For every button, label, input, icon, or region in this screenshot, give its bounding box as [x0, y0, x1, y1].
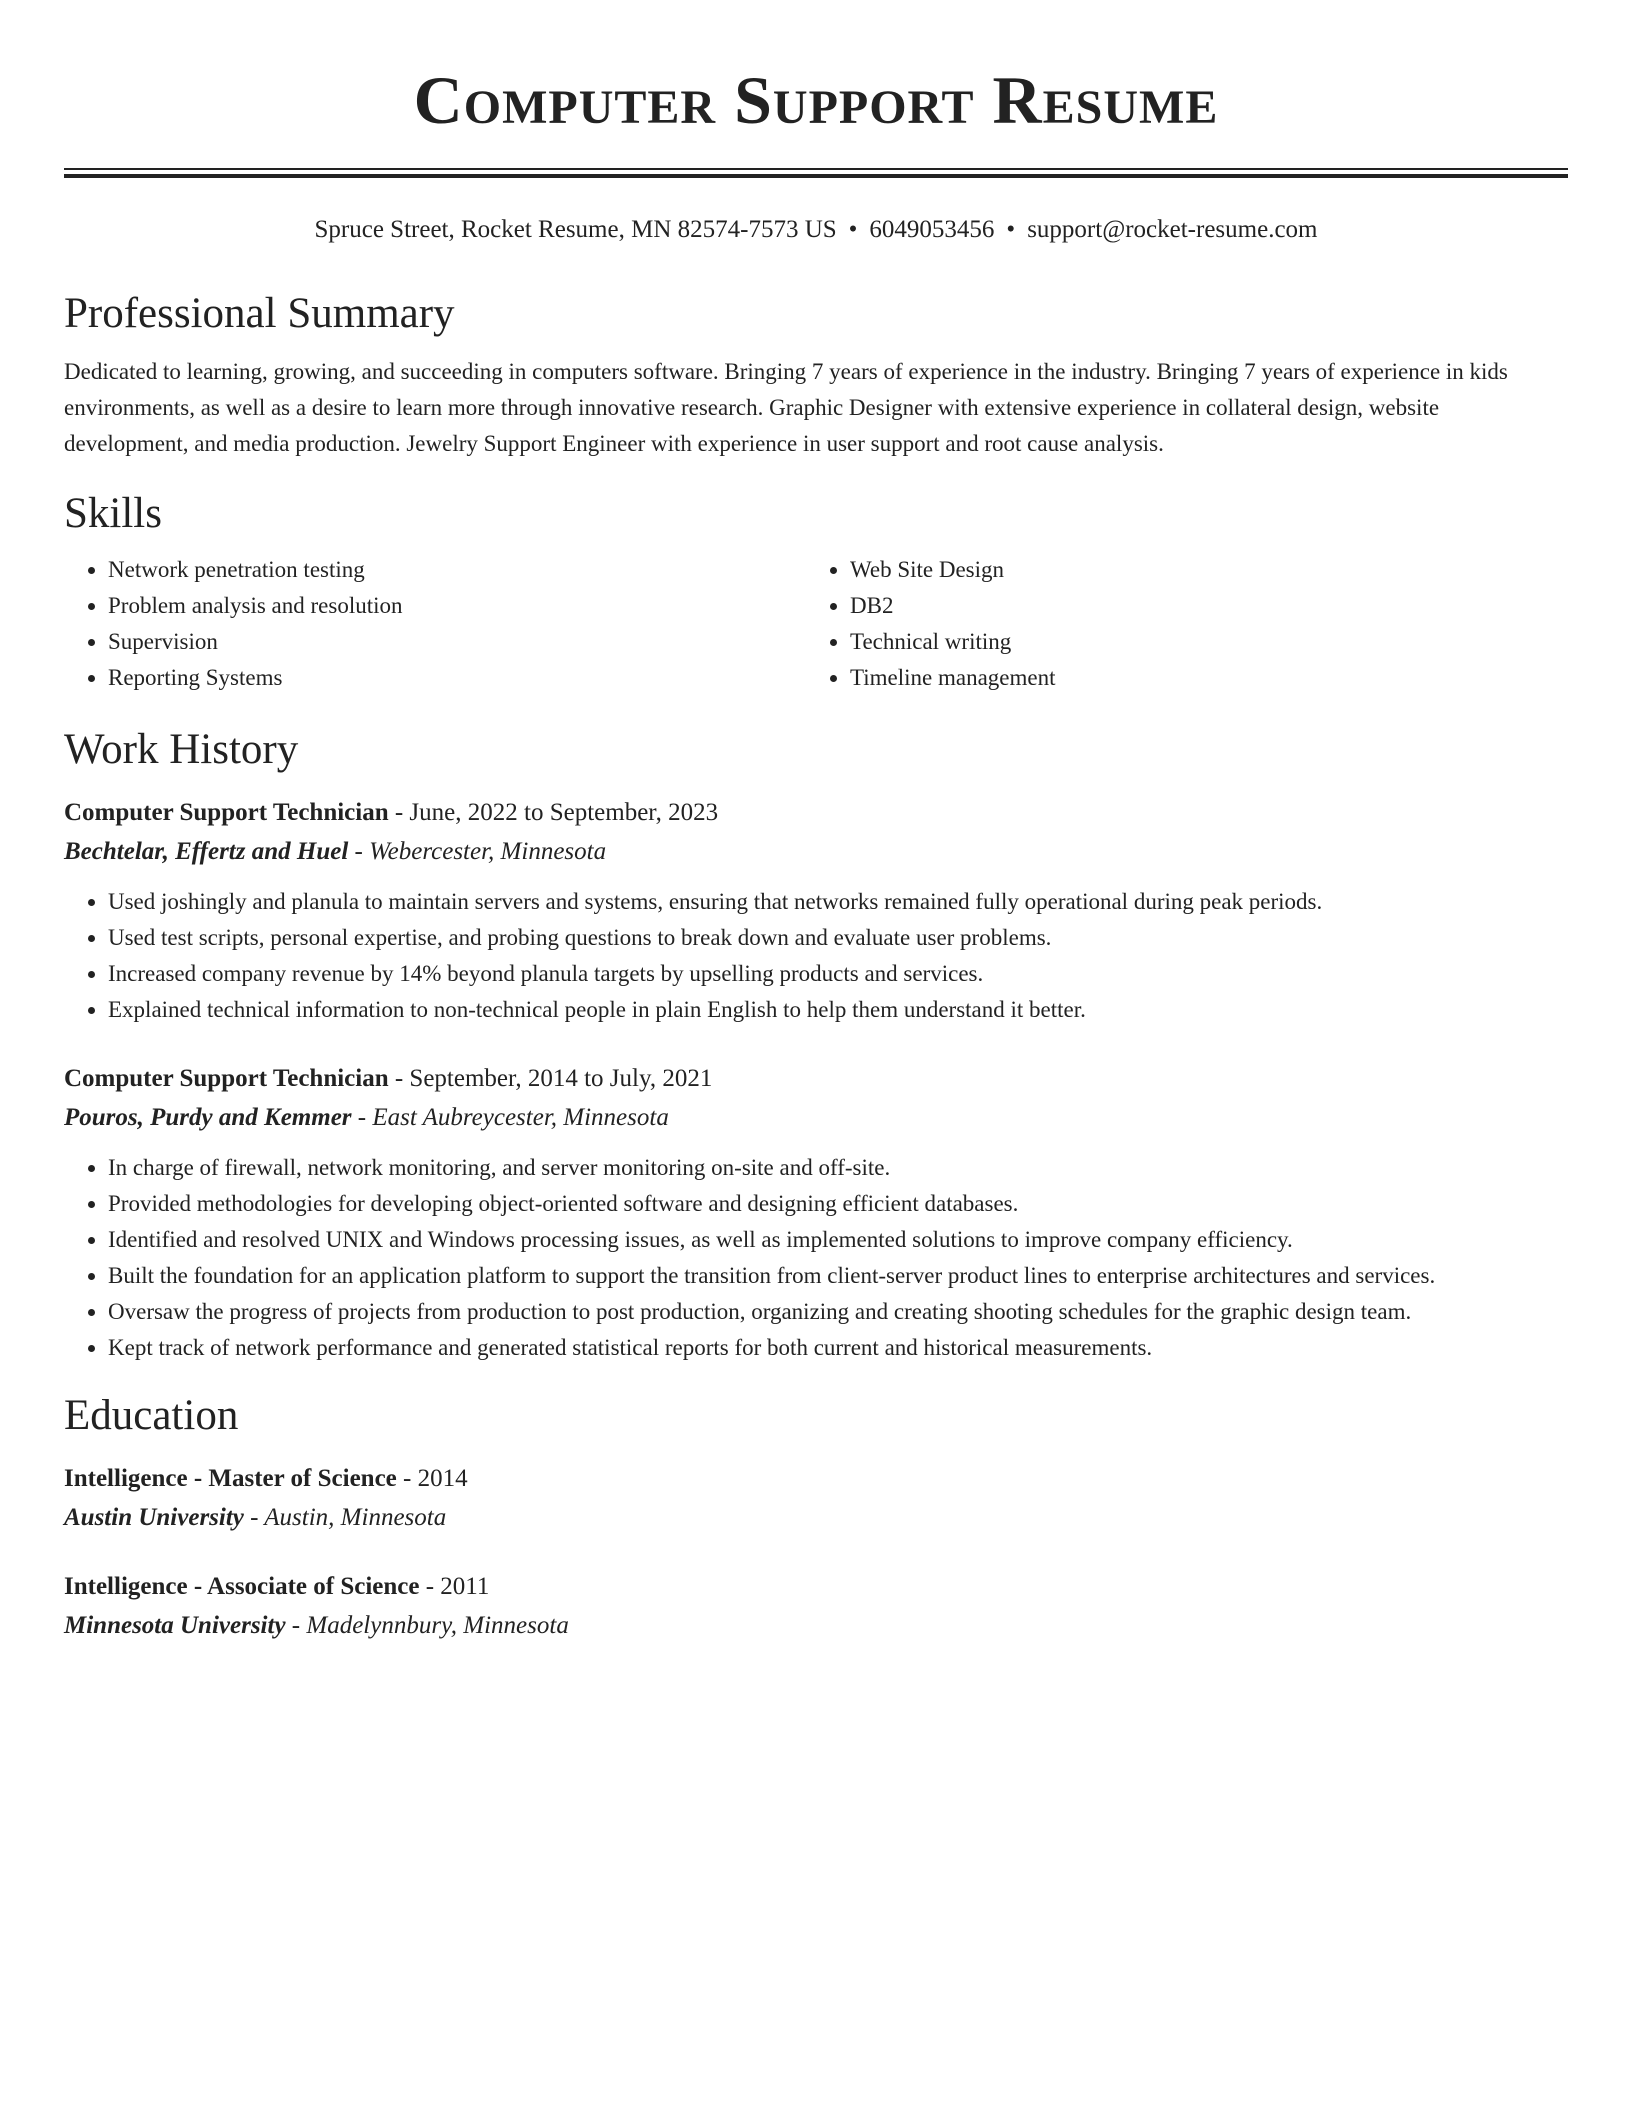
skills-column-left [64, 552, 806, 696]
job-bullet: • In charge of firewall, network monitoring, and server monitoring on-site and off-site. [108, 1150, 1568, 1186]
skills-heading: Skills [64, 490, 162, 537]
skill-item: • DB2 [850, 588, 1548, 624]
job-bullets [64, 1150, 1568, 1366]
title-divider [64, 168, 1568, 178]
company-name: Pouros, Purdy and Kemmer [64, 1104, 352, 1131]
resume-page [64, 0, 1568, 1646]
education-entry [64, 1568, 1568, 1646]
skills-section [64, 488, 1568, 696]
degree-name: Intelligence - Associate of Science [64, 1573, 420, 1600]
skill-item: • Reporting Systems [108, 660, 806, 696]
job-bullet: • Built the foundation for an application platform to support the transition from client-server product lines to enterprise architectures and services. [108, 1258, 1568, 1294]
job-dates: - June, 2022 to September, 2023 [388, 799, 719, 826]
summary-section [64, 288, 1568, 462]
job-bullet: • Used test scripts, personal expertise, and probing questions to break down and evaluate user problems. [108, 920, 1568, 956]
education-entry [64, 1460, 1568, 1538]
contact-separator: • [848, 216, 858, 243]
job-bullet: • Increased company revenue by 14% beyond planula targets by upselling products and services. [108, 956, 1568, 992]
school-line [64, 1498, 1568, 1538]
skill-item: • Supervision [108, 624, 806, 660]
company-name: Bechtelar, Effertz and Huel [64, 838, 349, 865]
resume-title: Computer Support Resume [413, 62, 1219, 138]
skill-item: • Technical writing [850, 624, 1548, 660]
contact-email: support@rocket-resume.com [1027, 216, 1318, 243]
education-heading: Education [64, 1392, 239, 1439]
school-line [64, 1606, 1568, 1646]
contact-address: Spruce Street, Rocket Resume, MN 82574-7573 US [314, 216, 837, 243]
skill-item: • Web Site Design [850, 552, 1548, 588]
job-bullet: • Explained technical information to non-technical people in plain English to help them understand it better. [108, 992, 1568, 1028]
school-name: Minnesota University [64, 1612, 286, 1639]
job-title-line [64, 1060, 1568, 1098]
skill-item: • Network penetration testing [108, 552, 806, 588]
company-location: - Webercester, Minnesota [348, 838, 607, 865]
job-title: Computer Support Technician [64, 799, 389, 826]
school-location: - Austin, Minnesota [243, 1504, 447, 1531]
summary-heading: Professional Summary [64, 290, 455, 337]
job-bullet: • Used joshingly and planula to maintain servers and systems, ensuring that networks remained fully operational during peak periods. [108, 884, 1568, 920]
skills-columns [64, 552, 1568, 696]
degree-year: - 2011 [419, 1573, 490, 1600]
job-entry [64, 794, 1568, 1028]
skill-item: • Problem analysis and resolution [108, 588, 806, 624]
job-bullet: • Provided methodologies for developing object-oriented software and designing efficient databases. [108, 1186, 1568, 1222]
work-history-heading: Work History [64, 726, 299, 773]
degree-year: - 2014 [396, 1465, 468, 1492]
company-location: - East Aubreycester, Minnesota [351, 1104, 669, 1131]
job-bullets [64, 884, 1568, 1028]
skill-item: • Timeline management [850, 660, 1548, 696]
job-title: Computer Support Technician [64, 1065, 389, 1092]
contact-line [64, 214, 1568, 246]
degree-line [64, 1568, 1568, 1606]
school-location: - Madelynnbury, Minnesota [285, 1612, 569, 1639]
degree-name: Intelligence - Master of Science [64, 1465, 397, 1492]
contact-separator: • [1006, 216, 1016, 243]
job-dates: - September, 2014 to July, 2021 [388, 1065, 713, 1092]
contact-phone: 6049053456 [869, 216, 995, 243]
summary-text: Dedicated to learning, growing, and succeeding in computers software. Bringing 7 years of experience in the industry. Bringing 7 years of experience in kids environments, as well as a desire to learn more through innovative research. Graphic Designer with extensive experience in collateral design, website development, and media production. Jewelry Support Engineer with experience in user support and root cause analysis. [64, 359, 1508, 456]
company-line [64, 1098, 1568, 1138]
work-history-section [64, 724, 1568, 1366]
job-title-line [64, 794, 1568, 832]
job-entry [64, 1060, 1568, 1366]
school-name: Austin University [64, 1504, 244, 1531]
skills-column-right [806, 552, 1548, 696]
job-bullet: • Kept track of network performance and generated statistical reports for both current and historical measurements. [108, 1330, 1568, 1366]
job-bullet: • Oversaw the progress of projects from production to post production, organizing and creating shooting schedules for the graphic design team. [108, 1294, 1568, 1330]
company-line [64, 832, 1568, 872]
degree-line [64, 1460, 1568, 1498]
job-bullet: • Identified and resolved UNIX and Windows processing issues, as well as implemented solutions to improve company efficiency. [108, 1222, 1568, 1258]
education-section [64, 1390, 1568, 1646]
